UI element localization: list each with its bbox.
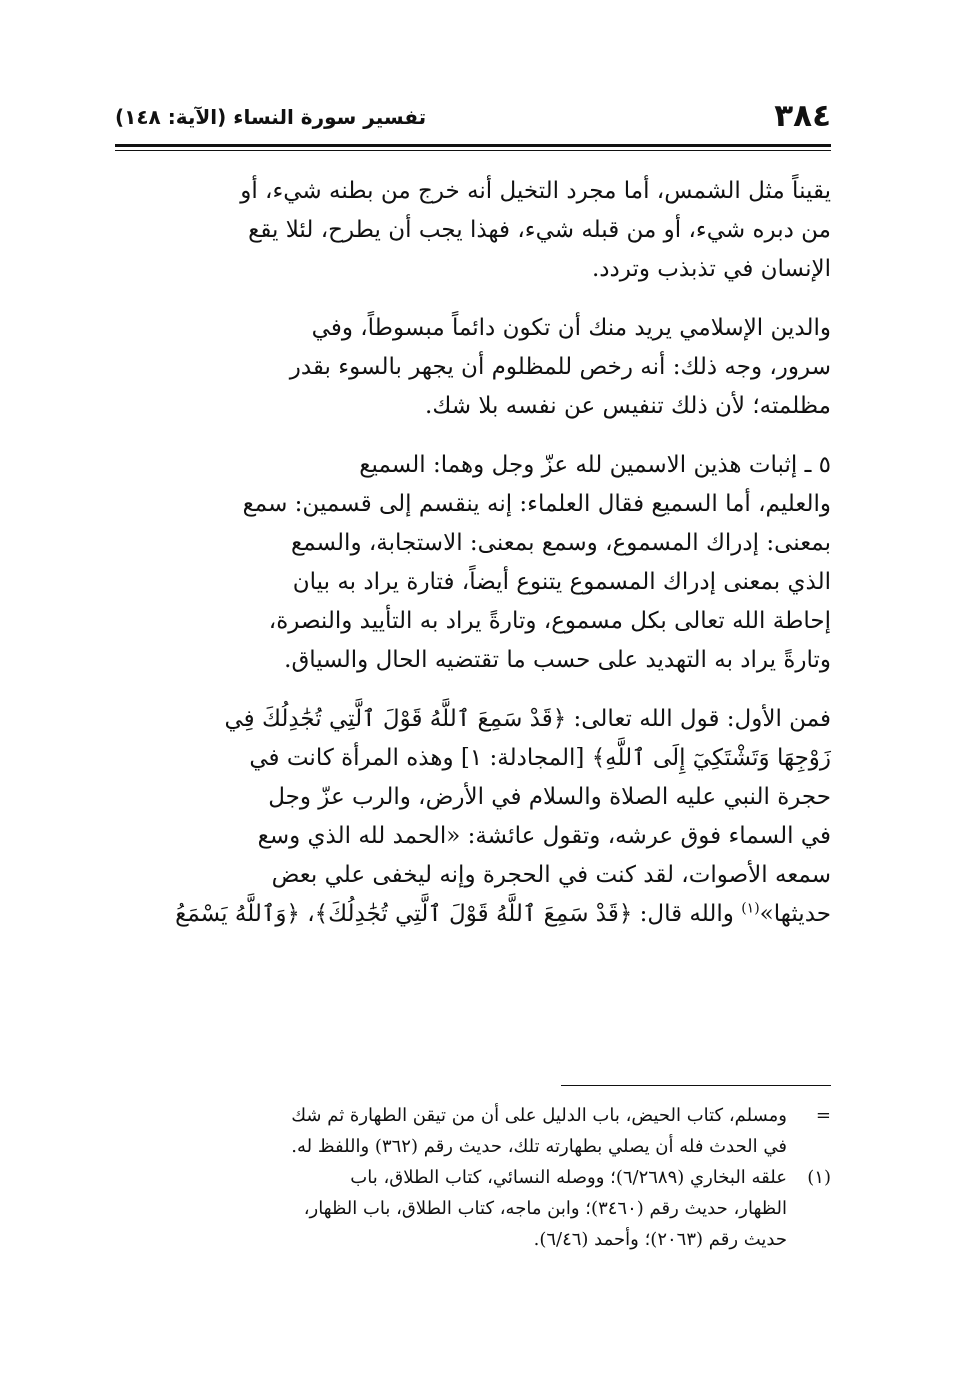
- text-line: من دبره شيء، أو من قبله شيء، فهذا يجب أن يطرح، لئلا يقع: [248, 217, 831, 243]
- text-line: وتارةً يراد به التهديد على حسب ما تقتضيه الحال والسياق.: [284, 647, 831, 673]
- text-line: الإنسان في تذبذب وتردد.: [591, 256, 831, 282]
- text-line: [115, 895, 831, 934]
- footnotes: [115, 1100, 831, 1255]
- text-line: الذي بمعنى إدراك المسموع يتنوع أيضاً، فتارة يراد به بيان: [292, 569, 831, 595]
- page-header: [115, 96, 831, 144]
- text-line: والدين الإسلامي يريد منك أن تكون دائماً مبسوطاً، وفي: [311, 315, 831, 341]
- footnote-line: حديث رقم (٢٠٦٣)؛ وأحمد (٦/٤٦).: [533, 1229, 787, 1250]
- footnote-marker: =: [815, 1105, 831, 1126]
- header-rule-thin: [115, 150, 831, 151]
- text-line: مظلمته؛ لأن ذلك تنفيس عن نفسه بلا شك.: [425, 393, 831, 419]
- footnote-continuation: [115, 1100, 831, 1162]
- paragraph-4: [115, 700, 831, 934]
- text-line: سرور، وجه ذلك: أنه رخص للمظلوم أن يجهر بالسوء بقدر: [289, 354, 831, 380]
- page-number: ٣٨٤: [774, 98, 831, 134]
- text-line: إحاطة الله تعالى بكل مسموع، وتارةً يراد به التأييد والنصرة،: [268, 608, 831, 634]
- text-line: في السماء فوق عرشه، وتقول عائشة: «الحمد لله الذي وسع: [257, 823, 831, 849]
- text-line: زَوْجِهَا وَتَشْتَكِيٓ إِلَى ٱللَّهِ﴾ [المجادلة: ١] وهذه المرأة كانت في: [249, 745, 831, 771]
- text-line: سمعه الأصوات، لقد كنت في الحجرة وإنه ليخفى علي بعض: [271, 862, 831, 888]
- footnote-line: الظهار، حديث رقم (٣٤٦٠)؛ وابن ماجه، كتاب الطلاق، باب الظهار،: [303, 1198, 787, 1219]
- header-rule-thick: [115, 144, 831, 147]
- text-fragment: حديثها»: [759, 901, 831, 927]
- text-line: ٥ ـ إثبات هذين الاسمين لله عزّ وجل وهما: السميع: [359, 452, 831, 478]
- text-line: حجرة النبي عليه الصلاة والسلام في الأرض، والرب عزّ وجل: [268, 784, 831, 810]
- text-line: بمعنى: إدراك المسموع، وسمع بمعنى: الاستجابة، والسمع: [290, 530, 831, 556]
- text-line: يقيناً مثل الشمس، أما مجرد التخيل أنه خرج من بطنه شيء، أو: [240, 178, 831, 204]
- text-line: والعليم، أما السميع فقال العلماء: إنه ينقسم إلى قسمين: سمع: [242, 491, 831, 517]
- footnote-marker: (١): [807, 1167, 831, 1188]
- main-text: [115, 172, 831, 954]
- footnote-1: [115, 1162, 831, 1255]
- footnote-reference[interactable]: (١): [741, 900, 760, 917]
- text-fragment: والله قال: ﴿قَدْ سَمِعَ ٱللَّهُ قَوْلَ ٱلَّتِي تُجَٰدِلُكَ﴾، ﴿وَٱللَّهُ يَسْمَعُ: [175, 901, 734, 927]
- paragraph-3: [115, 446, 831, 680]
- footnote-separator: [561, 1085, 831, 1086]
- footnote-line: ومسلم، كتاب الحيض، باب الدليل على أن من تيقن الطهارة ثم شك: [291, 1105, 787, 1126]
- footnote-line: في الحدث فله أن يصلي بطهارته تلك، حديث رقم (٣٦٢) واللفظ له.: [291, 1136, 787, 1157]
- paragraph-1: [115, 172, 831, 289]
- paragraph-2: [115, 309, 831, 426]
- running-title: تفسير سورة النساء (الآية: ١٤٨): [115, 105, 427, 129]
- footnote-line: علقه البخاري (٦/٢٦٨٩)؛ ووصله النسائي، كتاب الطلاق، باب: [350, 1167, 787, 1188]
- text-line: فمن الأول: قول الله تعالى: ﴿قَدْ سَمِعَ ٱللَّهُ قَوْلَ ٱلَّتِي تُجَٰدِلُكَ فِي: [224, 706, 831, 732]
